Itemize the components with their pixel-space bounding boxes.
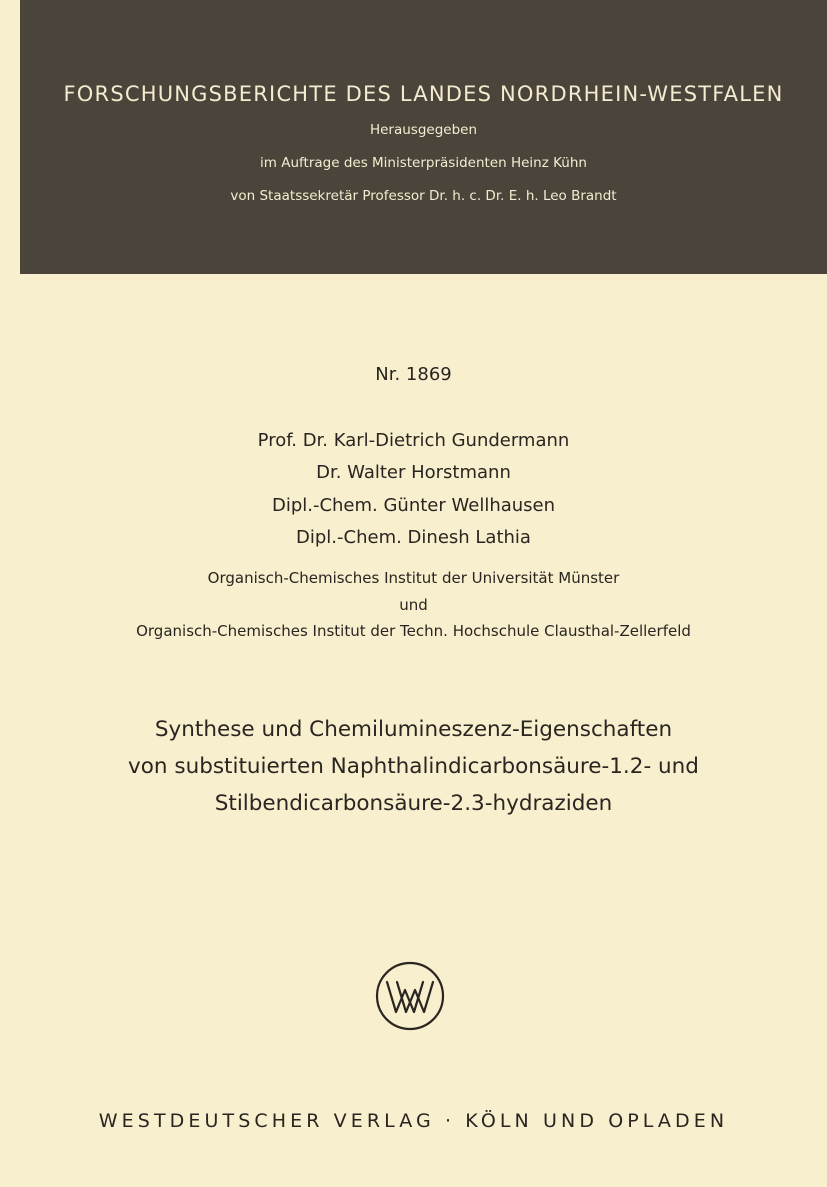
publisher-line: WESTDEUTSCHER VERLAG · KÖLN UND OPLADEN [98,1110,729,1132]
ww-publisher-logo-icon [374,960,446,1032]
author-4: Dipl.-Chem. Dinesh Lathia [296,527,531,548]
institution-1: Organisch-Chemisches Institut der Universität Münster [207,569,620,587]
editor-line-1: Herausgegeben [369,122,478,138]
series-title: FORSCHUNGSBERICHTE DES LANDES NORDRHEIN-WESTFALEN [63,82,784,106]
institution-2: Organisch-Chemisches Institut der Techn. Hochschule Clausthal-Zellerfeld [136,622,691,640]
author-3: Dipl.-Chem. Günter Wellhausen [271,495,556,516]
author-1: Prof. Dr. Karl-Dietrich Gundermann [257,430,570,451]
title-line-1: Synthese und Chemilumineszenz-Eigenschaften [154,717,673,742]
editor-line-2: im Auftrage des Ministerpräsidenten Heinz Kühn [260,155,587,171]
author-2: Dr. Walter Horstmann [316,462,511,483]
title-line-3: Stilbendicarbonsäure-2.3-hydraziden [214,791,613,816]
header-band [20,0,827,274]
institution-conjunction: und [399,596,428,614]
editor-line-3: von Staatssekretär Professor Dr. h. c. Dr. E. h. Leo Brandt [230,188,617,204]
report-number: Nr. 1869 [375,364,452,385]
title-line-2: von substituierten Naphthalindicarbonsäure-1.2- und [128,754,699,779]
